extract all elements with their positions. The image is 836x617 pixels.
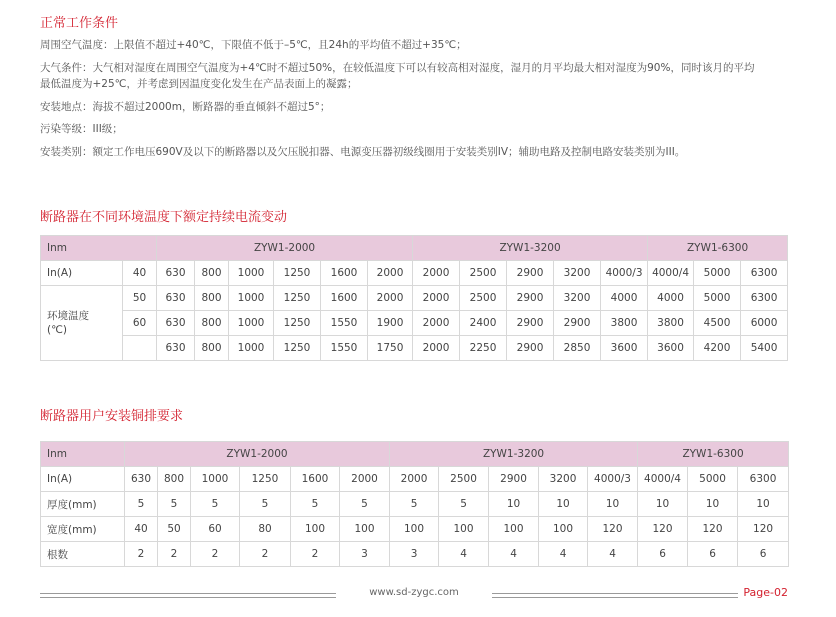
table-cell: 5000 xyxy=(694,286,741,311)
table-cell: 2 xyxy=(240,542,291,567)
table-cell: 6300 xyxy=(741,261,788,286)
table-cell: 50 xyxy=(123,286,157,311)
table-cell: 2 xyxy=(158,542,191,567)
table-cell: 1250 xyxy=(274,311,321,336)
table-cell: 2000 xyxy=(368,261,413,286)
table-cell: 800 xyxy=(195,286,229,311)
table-row xyxy=(41,467,789,492)
table-cell: 1600 xyxy=(321,286,368,311)
table-cell: 5000 xyxy=(688,467,738,492)
table-cell: 2000 xyxy=(413,286,460,311)
table-cell: 40 xyxy=(123,261,157,286)
table-cell: 3200 xyxy=(554,286,601,311)
table-cell: 120 xyxy=(638,517,688,542)
table-cell: 1550 xyxy=(321,336,368,361)
footer-rule-left xyxy=(40,593,336,598)
table-cell: 100 xyxy=(390,517,439,542)
table-cell: 2000 xyxy=(413,336,460,361)
table-cell: 2850 xyxy=(554,336,601,361)
table-cell: 630 xyxy=(125,467,158,492)
table-cell: 3600 xyxy=(648,336,694,361)
row-label: 宽度(mm) xyxy=(41,517,125,542)
table-cell: 2 xyxy=(125,542,158,567)
table-cell: 80 xyxy=(240,517,291,542)
table-cell: 120 xyxy=(588,517,638,542)
table-cell: 2900 xyxy=(507,311,554,336)
table-cell: 5 xyxy=(340,492,390,517)
table-row xyxy=(41,542,789,567)
table-cell: 3 xyxy=(340,542,390,567)
table-cell: 3800 xyxy=(648,311,694,336)
table-cell: 4 xyxy=(439,542,489,567)
table-cell: 4500 xyxy=(694,311,741,336)
condition-line: 大气条件：大气相对湿度在周围空气温度为+4℃时不超过50%，在较低温度下可以有较高相对湿度，湿月的月平均最大相对湿度为90%，同时该月的平均 xyxy=(40,62,755,74)
table-cell: 5 xyxy=(191,492,240,517)
table-cell: 4 xyxy=(588,542,638,567)
table-row xyxy=(41,311,788,336)
table-cell: 2500 xyxy=(460,286,507,311)
table-cell: 2250 xyxy=(460,336,507,361)
table-row xyxy=(41,336,788,361)
table-cell: 3 xyxy=(390,542,439,567)
condition-line: 周围空气温度：上限值不超过+40℃，下限值不低于–5℃，且24h的平均值不超过+35℃； xyxy=(40,39,467,51)
condition-line: 最低温度为+25℃，并考虑到因温度变化发生在产品表面上的凝露； xyxy=(40,78,358,90)
group-header: ZYW1-6300 xyxy=(638,442,789,467)
table-cell: 100 xyxy=(291,517,340,542)
table-cell: 2000 xyxy=(413,311,460,336)
table-cell: 630 xyxy=(157,311,195,336)
table-cell: 3800 xyxy=(601,311,648,336)
group-header: ZYW1-3200 xyxy=(390,442,638,467)
footer-rule-right xyxy=(492,593,738,598)
table-cell: 100 xyxy=(489,517,539,542)
table-cell: 120 xyxy=(738,517,789,542)
table-cell: 1900 xyxy=(368,311,413,336)
table-row xyxy=(41,517,789,542)
table-cell: 40 xyxy=(125,517,158,542)
row-label: 根数 xyxy=(41,542,125,567)
table-cell: 2900 xyxy=(489,467,539,492)
table-cell: 1250 xyxy=(274,286,321,311)
table-cell: 630 xyxy=(157,261,195,286)
table-cell: 4000/4 xyxy=(648,261,694,286)
table-cell: 2000 xyxy=(368,286,413,311)
table-cell: 10 xyxy=(638,492,688,517)
table-cell: 10 xyxy=(588,492,638,517)
table-cell: 10 xyxy=(688,492,738,517)
condition-line: 安装类别：额定工作电压690V及以下的断路器以及欠压脱扣器、电源变压器初级线圈用于安装类别IV；辅助电路及控制电路安装类别为III。 xyxy=(40,146,686,158)
table-cell: 5 xyxy=(158,492,191,517)
table-cell: 4000 xyxy=(648,286,694,311)
table-cell: 6 xyxy=(638,542,688,567)
inm-header: Inm xyxy=(41,442,125,467)
table-cell: 3600 xyxy=(601,336,648,361)
table-cell: 2000 xyxy=(413,261,460,286)
table-cell: 5 xyxy=(439,492,489,517)
table-cell: 2 xyxy=(191,542,240,567)
table-cell: 1000 xyxy=(229,311,274,336)
table-cell: 1000 xyxy=(229,286,274,311)
row-label: In(A) xyxy=(41,261,123,286)
table-cell: 6 xyxy=(688,542,738,567)
table-cell: 800 xyxy=(158,467,191,492)
table-cell: 10 xyxy=(539,492,588,517)
website-url: www.sd-zygc.com xyxy=(369,587,459,598)
table-cell: 5 xyxy=(240,492,291,517)
table-cell: 1000 xyxy=(229,261,274,286)
table-cell: 5 xyxy=(390,492,439,517)
table-cell: 800 xyxy=(195,311,229,336)
table-cell: 4000/4 xyxy=(638,467,688,492)
page-number: Page-02 xyxy=(743,586,788,599)
table-cell: 5400 xyxy=(741,336,788,361)
table-cell: 1000 xyxy=(191,467,240,492)
section-title-current-derating: 断路器在不同环境温度下额定持续电流变动 xyxy=(40,210,288,225)
table-row xyxy=(41,286,788,311)
group-header: ZYW1-6300 xyxy=(648,236,788,261)
table-cell: 4000 xyxy=(601,286,648,311)
table-cell: 5 xyxy=(125,492,158,517)
table-cell: 2900 xyxy=(507,286,554,311)
table-cell: 50 xyxy=(158,517,191,542)
condition-line: 污染等级：III级； xyxy=(40,123,123,135)
table-cell: 630 xyxy=(157,336,195,361)
table-cell: 1550 xyxy=(321,311,368,336)
table-cell: 2900 xyxy=(554,311,601,336)
table-row xyxy=(41,492,789,517)
table-cell: 1250 xyxy=(274,336,321,361)
table-cell: 800 xyxy=(195,261,229,286)
inm-header: Inm xyxy=(41,236,157,261)
table-cell: 3200 xyxy=(554,261,601,286)
table-header-row xyxy=(41,442,789,467)
table-cell: 2500 xyxy=(460,261,507,286)
table-cell: 120 xyxy=(688,517,738,542)
table-cell: 100 xyxy=(439,517,489,542)
env-temp-label-unit: (℃) xyxy=(47,324,67,336)
table-cell: 5000 xyxy=(694,261,741,286)
section-title-copper-bar: 断路器用户安装铜排要求 xyxy=(40,409,184,424)
table-cell: 2900 xyxy=(507,261,554,286)
table-cell: 2400 xyxy=(460,311,507,336)
table-cell: 10 xyxy=(489,492,539,517)
env-temp-label xyxy=(41,286,123,361)
table-cell: 2500 xyxy=(439,467,489,492)
table-row xyxy=(41,261,788,286)
table-cell: 5 xyxy=(291,492,340,517)
group-header: ZYW1-3200 xyxy=(413,236,648,261)
table-cell: 4 xyxy=(489,542,539,567)
group-header: ZYW1-2000 xyxy=(157,236,413,261)
table-cell: 2 xyxy=(291,542,340,567)
current-derating-table xyxy=(40,235,788,361)
table-cell: 10 xyxy=(738,492,789,517)
table-cell: 100 xyxy=(539,517,588,542)
table-cell: 1600 xyxy=(291,467,340,492)
table-cell: 630 xyxy=(157,286,195,311)
table-cell: 1750 xyxy=(368,336,413,361)
table-cell: 6300 xyxy=(738,467,789,492)
page-footer xyxy=(40,587,788,603)
table-cell: 4 xyxy=(539,542,588,567)
copper-bar-table xyxy=(40,441,789,567)
table-cell: 60 xyxy=(123,311,157,336)
table-cell: 2900 xyxy=(507,336,554,361)
table-cell: 3200 xyxy=(539,467,588,492)
env-temp-label-line: 环境温度 xyxy=(47,310,89,322)
table-cell: 800 xyxy=(195,336,229,361)
table-header-row xyxy=(41,236,788,261)
condition-line: 安装地点：海拔不超过2000m，断路器的垂直倾斜不超过5°； xyxy=(40,101,331,113)
table-cell: 6000 xyxy=(741,311,788,336)
table-cell: 1000 xyxy=(229,336,274,361)
table-cell: 1600 xyxy=(321,261,368,286)
section-title-conditions: 正常工作条件 xyxy=(40,16,119,31)
table-cell: 2000 xyxy=(340,467,390,492)
table-cell: 2000 xyxy=(390,467,439,492)
table-cell xyxy=(123,336,157,361)
row-label: 厚度(mm) xyxy=(41,492,125,517)
table-cell: 1250 xyxy=(240,467,291,492)
table-cell: 60 xyxy=(191,517,240,542)
table-cell: 100 xyxy=(340,517,390,542)
table-cell: 6 xyxy=(738,542,789,567)
table-cell: 6300 xyxy=(741,286,788,311)
group-header: ZYW1-2000 xyxy=(125,442,390,467)
row-label: In(A) xyxy=(41,467,125,492)
table-cell: 1250 xyxy=(274,261,321,286)
table-cell: 4200 xyxy=(694,336,741,361)
table-cell: 4000/3 xyxy=(601,261,648,286)
table-cell: 4000/3 xyxy=(588,467,638,492)
